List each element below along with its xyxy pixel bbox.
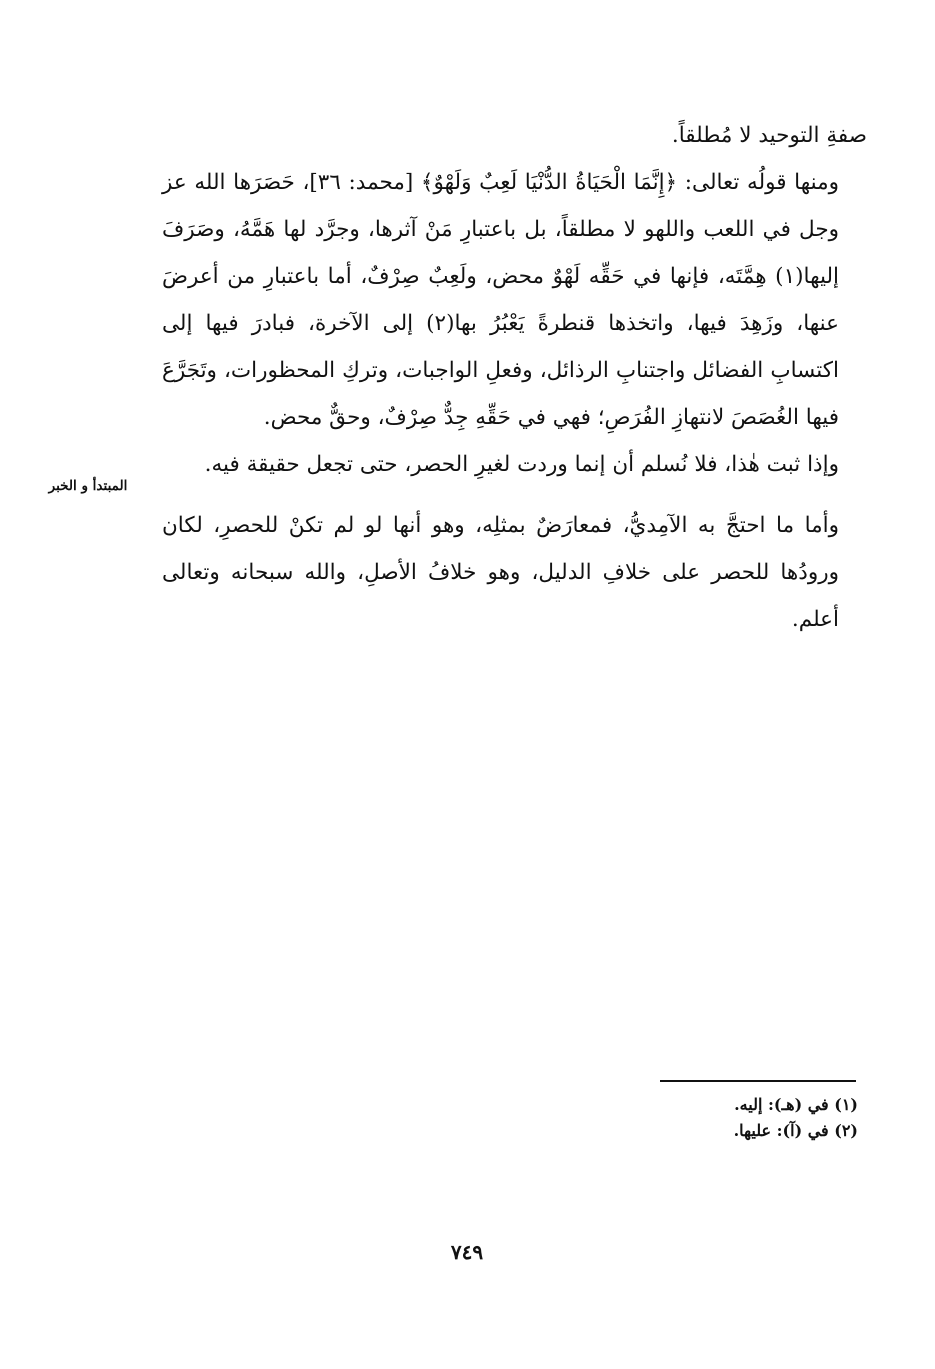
footnote-divider — [660, 1080, 856, 1082]
footnotes — [560, 1092, 858, 1144]
footnote-1: (١) في (هـ): إليه. — [734, 1095, 858, 1114]
paragraph-4: وأما ما احتجَّ به الآمِديُّ، فمعارَضٌ بمثلِه، وهو أنها لو لم تكنْ للحصرِ، لكان ورودُها للحصر على خلافِ الدليل، وهو خلافُ الأصلِ، والله سبحانه وتعالى أعلم. — [162, 513, 839, 632]
paragraph-3: وإذا ثبت هٰذا، فلا نُسلم أن إنما وردت لغيرِ الحصر، حتى تجعل حقيقة فيه. — [204, 452, 839, 477]
footnote-2: (٢) في (آ): عليها. — [733, 1121, 858, 1140]
page-number: ٧٤٩ — [450, 1240, 484, 1264]
main-text-block — [162, 112, 867, 643]
paragraph-2: ومنها قولُه تعالى: ﴿إِنَّمَا الْحَيَاةُ الدُّنْيَا لَعِبٌ وَلَهْوٌ﴾ [محمد: ٣٦]، حَصَرَها الله عز وجل في اللعب واللهو لا مطلقاً، بل باعتبارِ مَنْ آثرها، وجرَّد لها هَمَّهُ، وصَرَفَ إليها(١) هِمَّتَه، فإنها في حَقِّه لَهْوٌ محض، ولَعِبٌ صِرْفٌ، أما باعتبارِ من أعرضَ عنها، وزَهِدَ فيها، واتخذها قنطرةً يَعْبُرُ بها(٢) إلى الآخرة، فبادرَ فيها إلى اكتسابِ الفضائل واجتنابِ الرذائل، وفعلِ الواجبات، وتركِ المحظورات، وتَجَرَّعَ فيها الغُصَصَ لانتهازِ الفُرَصِ؛ فهي في حَقِّهِ جِدٌّ صِرْفٌ، وحقٌّ محض. — [162, 170, 839, 430]
margin-note: المبتدأ و الخبر — [48, 478, 128, 494]
paragraph-1: صفةِ التوحيد لا مُطلقاً. — [671, 123, 867, 148]
